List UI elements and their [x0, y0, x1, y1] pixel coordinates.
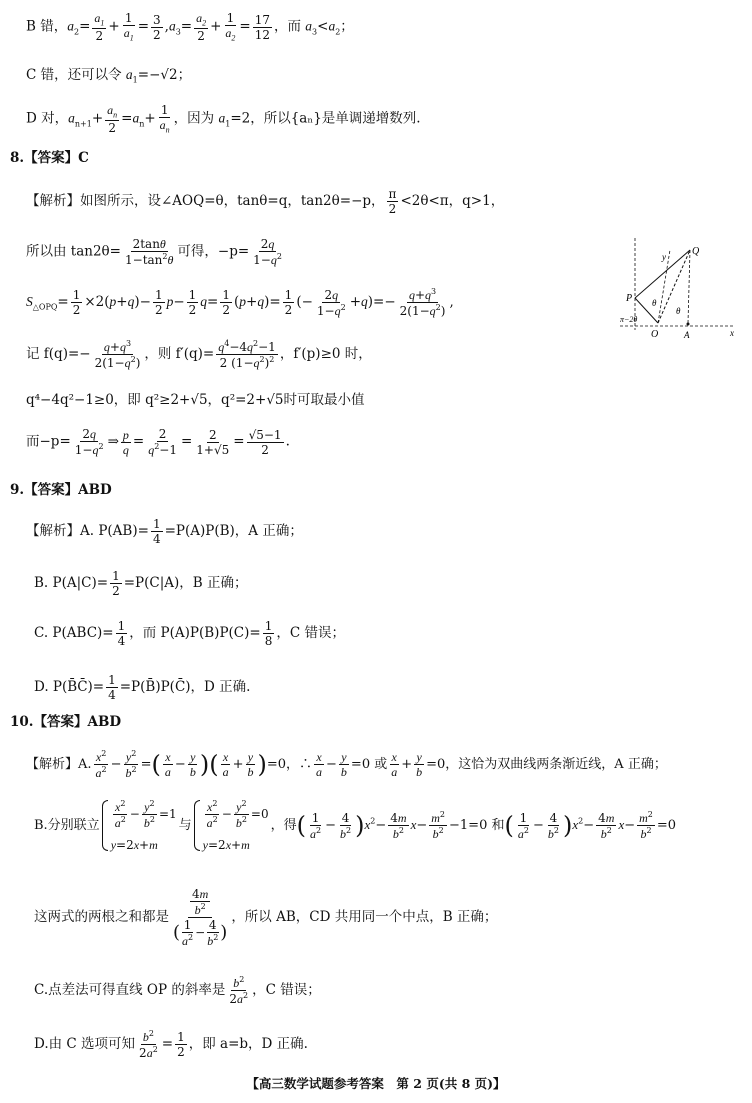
label-a: A: [684, 330, 690, 340]
q7-option-c: C 错，还可以令 $a_1=-√2$；: [26, 67, 192, 85]
label-pi-minus-2theta: π−2θ: [620, 315, 638, 324]
q10-option-c: C.点差法可得直线 OP 的斜率是 $\frac{b^2}{2a^2}$ ，C 错误；: [34, 975, 321, 1006]
q8-geometry-diagram: [610, 238, 745, 343]
label-q: Q: [692, 246, 700, 257]
q10-answer: 10.【答案】ABD: [10, 714, 122, 730]
label-theta-2: θ: [676, 306, 681, 316]
label-y: y: [662, 252, 666, 262]
page-footer: 【高三数学试题参考答案 第 2 页(共 8 页)】: [246, 1076, 506, 1091]
q8-explanation-6: 而−p= $\frac{2q}{1-q^2}$ ⇒ $\frac{p}{q}$ = $\frac{2}{q^2-1}$ = $\frac{2}{1+√5}$ = $\frac{√5-1}{2}$ .: [26, 427, 290, 457]
segment-qa: [688, 250, 690, 323]
q9-option-b: B. P(A|C)= $\frac{1}{2}$ =P(C|A)，B 正确；: [34, 569, 248, 598]
label-o: O: [651, 329, 659, 340]
label-p: P: [626, 293, 633, 304]
q9-option-c: C. P(ABC)= $\frac{1}{4}$ ，而 P(A)P(B)P(C)= $\frac{1}{8}$ ，C 错误；: [34, 619, 345, 648]
label-theta-1: θ: [652, 298, 657, 308]
q8-explanation-1: 【解析】如图所示，设∠AOQ=θ，tanθ=q，tan2θ=−p， $\frac{\pi}{2}$ <2θ<π，q>1，: [26, 187, 505, 216]
q8-explanation-3: $S_{\triangle OPQ}=$ $\frac{1}{2}$ ×2(p+q)− $\frac{1}{2}$ p− $\frac{1}{2}$ q= $\frac{1}{2}$ (p+q)= $\frac{1}{2}$ (− $\frac{2q}{1-q^2}$ +q)=− $\frac{q+q^3}{2(1-q^2)}$ ,: [26, 287, 454, 318]
label-x: x: [730, 328, 734, 338]
q7-option-d: D 对，$a_{n+1}+$ $\frac{a_n}{2}$ $=a_n+$ $\frac{1}{a_n}$ ，因为 $a_1=2$，所以{aₙ}是单调递增数列.: [26, 103, 421, 136]
q9-option-d: D. P(B̄C̄)= $\frac{1}{4}$ =P(B̄)P(C̄)，D 正确.: [34, 673, 251, 702]
q8-answer: 8.【答案】C: [10, 150, 89, 166]
q10-option-b: B.分别联立 $\frac{x^2}{a^2}$ − $\frac{y^2}{b^2}$ =1 y=2x+m 与 $\frac{x^2}{a^2}$ − $\frac{y^2}{b^2}$ =0 y=2x+m ，得( $\frac{1}{a^2}$ − $\frac{4}{b^2}$ )$x^2-$ $\frac{4m}{b^2}$ x− $\frac{m^2}{b^2}$ −1=0 和( $\frac{1}{a^2}$ − $\frac{4}{b^2}$ )$x^2-$ $\frac{4m}{b^2}$ x− $\frac{m^2}{b^2}$ =0: [34, 799, 677, 852]
q8-explanation-2: 所以由 tan2θ= $\frac{2\tan\theta}{1-\tan^2\theta}$ 可得，−p= $\frac{2q}{1-q^2}$: [26, 237, 282, 267]
q10-explanation-b: 这两式的两根之和都是 $\frac{4m}{b^2}$ ( $\frac{1}{a^2}$ − $\frac{4}{b^2}$ ) ，所以 AB，CD 共用同一个中点，B 正确；: [34, 887, 498, 948]
q10-option-a: 【解析】A. $\frac{x^2}{a^2}$ − $\frac{y^2}{b^2}$ =( $\frac{x}{a}$ − $\frac{y}{b}$ )( $\frac{x}{a}$ + $\frac{y}{b}$ )=0，∴ $\frac{x}{a}$ − $\frac{y}{b}$ =0 或 $\frac{x}{a}$ + $\frac{y}{b}$ =0，这恰为双曲线两条渐近线，A 正确；: [26, 749, 667, 780]
q10-option-d: D.由 C 选项可知 $\frac{b^2}{2a^2}$ = $\frac{1}{2}$ ，即 a=b，D 正确.: [34, 1029, 308, 1060]
q9-answer: 9.【答案】ABD: [10, 482, 112, 498]
point-a: [687, 323, 690, 326]
q8-explanation-5: q⁴−4q²−1≥0，即 q²≥2+√5，q²=2+√5时可取最小值: [26, 392, 365, 408]
q9-option-a: 【解析】A. P(AB)= $\frac{1}{4}$ =P(A)P(B)，A 正确；: [26, 517, 303, 546]
q7-option-b: B 错，$a_2=$ $\frac{a_1}{2}$ + $\frac{1}{a_1}$ = $\frac{3}{2}$ $,a_3=$ $\frac{a_2}{2}$ + $\frac{1}{a_2}$ = $\frac{17}{12}$ ，而 $a_3<a_2$；: [26, 11, 354, 44]
q8-explanation-4: 记 f(q)=− $\frac{q+q^3}{2(1-q^2)}$ ，则 f′(q)= $\frac{q^4-4q^2-1}{2 (1-q^2)^2}$ ，f′(p)≥0 时，: [26, 339, 372, 370]
